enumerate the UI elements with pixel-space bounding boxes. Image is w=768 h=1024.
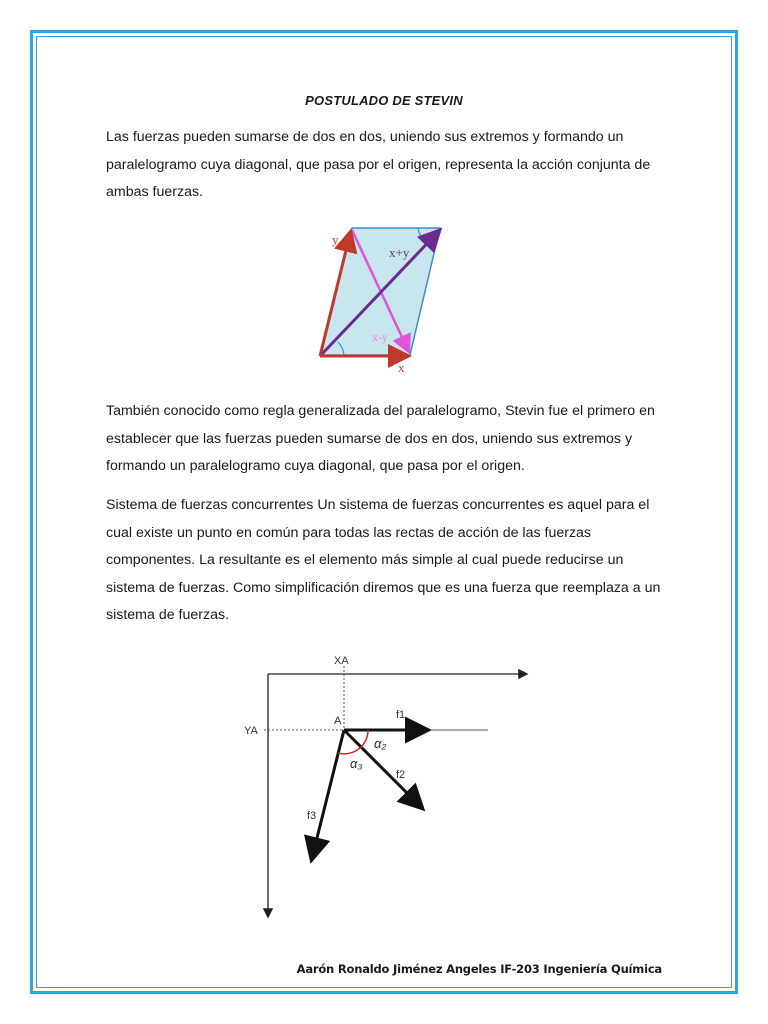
label-sum: x+y [389, 245, 410, 260]
label-ya: YA [244, 725, 258, 737]
label-f3: f3 [307, 810, 317, 822]
page-title: POSTULADO DE STEVIN [305, 93, 463, 108]
label-alpha2: α₂ [374, 736, 387, 751]
concurrent-forces-figure [236, 644, 536, 926]
label-alpha3: α₃ [350, 756, 363, 771]
label-xa: XA [334, 655, 349, 667]
label-y: y [332, 232, 339, 247]
footer-author: Aarón Ronaldo Jiménez Angeles IF-203 Ingeniería Química [296, 962, 662, 976]
label-f1: f1 [396, 709, 406, 721]
paragraph-concurrent: Sistema de fuerzas concurrentes Un sistema de fuerzas concurrentes es aquel para el cual existe un punto en común para todas las rectas de acción de las fuerzas componentes. La resultante es el elemento más simple al cual puede reducirse un sistema de fuerzas. Como simplificación diremos que es una fuerza que reemplaza a un sistema de fuerzas. [106, 497, 661, 623]
label-point-a: A [334, 715, 342, 727]
paragraph-intro: Las fuerzas pueden sumarse de dos en dos, uniendo sus extremos y formando un paralelogramo cuya diagonal, que pasa por el origen, representa la acción conjunta de ambas fuerzas. [106, 129, 651, 200]
label-f2: f2 [396, 769, 406, 781]
angle-arc-alpha2 [361, 730, 368, 747]
paragraph-stevin: También conocido como regla generalizada del paralelogramo, Stevin fue el primero en establecer que las fuerzas pueden sumarse de dos en dos, uniendo sus extremos y formando un paralelogramo cuya diagonal, que pasa por el origen. [106, 403, 655, 474]
parallelogram-figure [300, 220, 460, 380]
angle-arc-alpha3 [338, 747, 361, 754]
force-f3 [312, 730, 344, 858]
label-x: x [398, 360, 405, 375]
label-diff: x-y [372, 330, 388, 344]
